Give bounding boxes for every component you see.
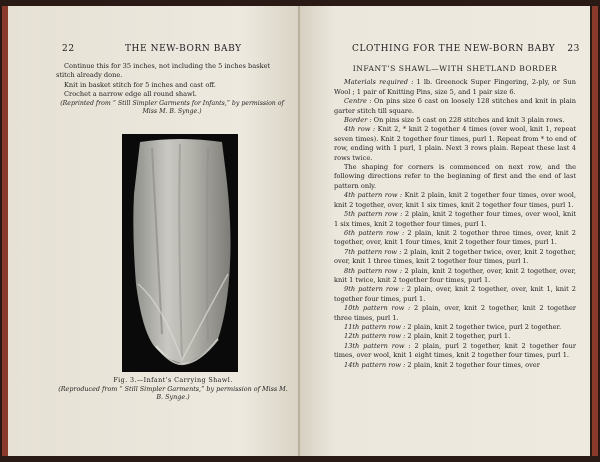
left-top-text xyxy=(56,62,288,116)
left-line: Continue this for 35 inches, not including the 5 inches basket stitch already done. xyxy=(56,62,271,80)
instruction-text: Knit 2, * knit 2 together 4 times (over wool, knit 1, repeat seven times). Knit 2 together four times, purl 1. Repeat from * to end of row, ending with 1 purl, 1 plain. Next 3 rows plain. Repeat these last 4 rows twice. xyxy=(334,125,576,162)
shawl-photo xyxy=(122,134,238,372)
instruction-paragraph xyxy=(334,116,576,125)
instruction-text: 2 plain, knit 2 together three times, over, knit 2 together, over, knit 1 four times, knit 2 together four times, purl 1. xyxy=(334,228,576,247)
instruction-label: 9th pattern row : xyxy=(344,285,404,294)
instruction-label: 4th pattern row : xyxy=(344,191,403,200)
left-page-number: 22 xyxy=(62,44,75,54)
instruction-label: Materials required : xyxy=(344,78,414,87)
left-running-title: THE NEW-BORN BABY xyxy=(124,44,242,54)
instruction-text: 2 plain, knit 2 together four times, over xyxy=(405,360,540,369)
instruction-paragraph xyxy=(334,248,576,267)
instruction-text: 1 lb. Greenock Super Fingering, 2-ply, or Sun Wool ; 1 pair of Knitting Pins, size 5, and 1 pair size 6. xyxy=(334,78,576,96)
instruction-label: 7th pattern row : xyxy=(344,247,402,256)
right-page xyxy=(300,6,590,456)
instruction-paragraphs xyxy=(334,78,576,370)
instruction-paragraph xyxy=(334,163,576,191)
instruction-paragraph xyxy=(334,361,576,370)
instruction-text: 2 plain, over, knit 2 together, knit 2 together three times, purl 1. xyxy=(334,304,576,322)
right-body-text xyxy=(334,60,576,370)
left-line: Crochet a narrow edge all round shawl. xyxy=(64,90,197,99)
instruction-text: 2 plain, knit 2 together four times, over wool, knit 1 six times, knit 2 together four times, purl 1. xyxy=(334,210,576,228)
figure-note: (Reproduced from “ Still Simpler Garments,” by permission of Miss M. B. Synge.) xyxy=(58,384,288,402)
instruction-label: 13th pattern row : xyxy=(344,341,411,350)
shawl-illustration xyxy=(122,134,238,372)
right-running-title: CLOTHING FOR THE NEW-BORN BABY xyxy=(351,44,556,54)
right-page-number: 23 xyxy=(567,44,580,54)
instruction-paragraph xyxy=(334,210,576,229)
figure-caption xyxy=(56,376,290,402)
book-cover-edge-right xyxy=(592,6,598,456)
instruction-label: 12th pattern row : xyxy=(344,332,406,341)
instruction-text: Knit 2 plain, knit 2 together four times, over wool, knit 2 together, over, knit 1 six times, knit 2 together four times, purl 1. xyxy=(334,191,576,209)
instruction-text: The shaping for corners is commenced on next row, and the following directions refer to the beginning of first and the end of last pattern only. xyxy=(334,163,576,190)
section-heading: INFANT’S SHAWL—WITH SHETLAND BORDER xyxy=(352,64,558,73)
instruction-paragraph xyxy=(334,332,576,341)
figure-title: Fig. 3.—Infant’s Carrying Shawl. xyxy=(113,376,233,384)
instruction-paragraph xyxy=(334,78,576,97)
instruction-label: 10th pattern row : xyxy=(344,304,411,313)
left-page xyxy=(8,6,300,456)
instruction-label: 5th pattern row : xyxy=(344,210,403,219)
instruction-label: 6th pattern row : xyxy=(344,228,405,237)
left-running-head xyxy=(62,44,292,54)
instruction-label: 14th pattern row : xyxy=(344,360,406,369)
instruction-paragraph xyxy=(334,267,576,286)
instruction-paragraph xyxy=(334,342,576,361)
instruction-paragraph xyxy=(334,191,576,210)
instruction-paragraph xyxy=(334,229,576,248)
instruction-paragraph xyxy=(334,323,576,332)
instruction-paragraph xyxy=(334,125,576,163)
instruction-text: On pins size 5 cast on 228 stitches and knit 3 plain rows. xyxy=(371,116,565,125)
instruction-label: Centre : xyxy=(344,97,372,106)
instruction-text: 2 plain, knit 2 together, over, knit 2 together, over, knit 1 twice, knit 2 together four times, purl 1. xyxy=(334,266,576,284)
instruction-label: 4th row : xyxy=(344,125,376,134)
instruction-text: 2 plain, knit 2 together, purl 1. xyxy=(405,332,511,341)
instruction-paragraph xyxy=(334,304,576,323)
instruction-text: 2 plain, knit 2 together twice, over, knit 2 together, over, knit 1 three times, knit 2 together four times, purl 1. xyxy=(334,247,576,266)
instruction-text: 2 plain, knit 2 together twice, purl 2 together. xyxy=(405,322,562,331)
instruction-paragraph xyxy=(334,97,576,116)
reprint-note: (Reprinted from “ Still Simpler Garments for Infants,” by permission of Miss M. B. Synge.) xyxy=(60,99,284,116)
instruction-label: 11th pattern row : xyxy=(344,322,406,331)
instruction-text: 2 plain, purl 2 together, knit 2 together four times, over wool, knit 1 eight times, knit 2 together four times, purl 1. xyxy=(334,341,576,360)
instruction-text: 2 plain, over, knit 2 together, over, knit 1, knit 2 together four times, purl 1. xyxy=(334,285,576,303)
instruction-label: 8th pattern row : xyxy=(344,266,403,275)
right-running-head xyxy=(340,44,580,54)
left-line: Knit in basket stitch for 5 inches and cast off. xyxy=(64,80,216,89)
instruction-label: Border : xyxy=(344,116,372,125)
instruction-paragraph xyxy=(334,285,576,304)
instruction-text: On pins size 6 cast on loosely 128 stitches and knit in plain garter stitch till square. xyxy=(334,97,576,115)
